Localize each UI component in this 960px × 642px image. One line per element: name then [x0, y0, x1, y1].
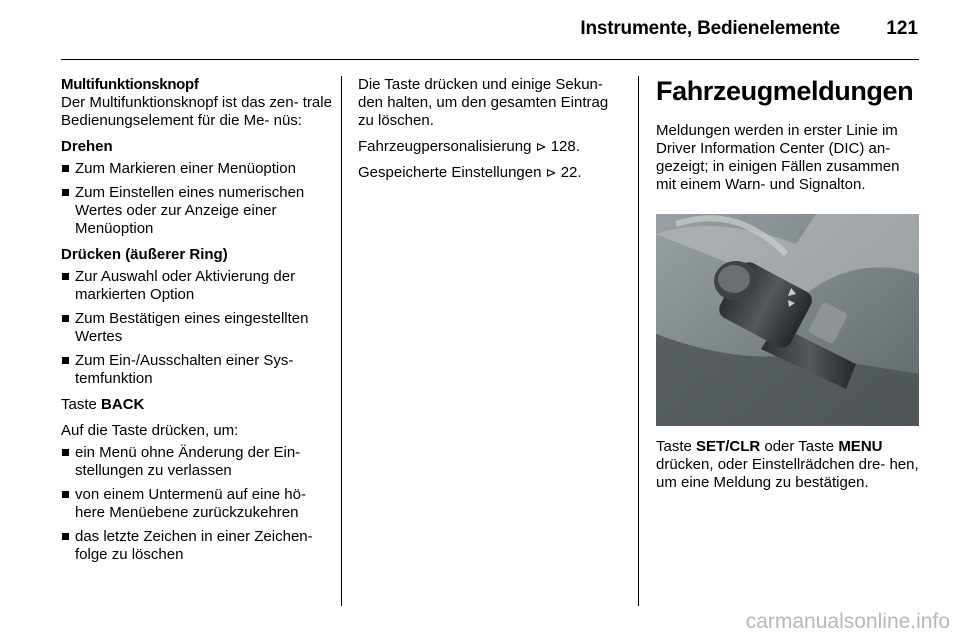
column-divider-left	[341, 76, 342, 606]
cross-reference-personalisierung[interactable]	[358, 138, 622, 156]
column-left	[61, 76, 333, 564]
list-item: Zum Markieren einer Menüoption	[61, 160, 333, 178]
intro-paragraph: Meldungen werden in erster Linie im Driver Information Center (DIC) an- gezeigt; in einigen Fällen zusammen mit einem Warn- und Signalton.	[656, 122, 900, 193]
list-item: das letzte Zeichen in einer Zeichen- folge zu löschen	[61, 528, 333, 564]
cross-reference-einstellungen[interactable]	[358, 164, 622, 182]
bullet-list-drehen	[61, 160, 333, 238]
bullet-list-druecken	[61, 268, 333, 388]
hold-paragraph: Die Taste drücken und einige Sekun- den halten, um den gesamten Eintrag zu löschen.	[358, 76, 609, 129]
set-clr-button-label: SET/CLR	[696, 438, 761, 455]
watermark: carmanualsonline.info	[745, 610, 950, 633]
list-item: Zum Einstellen eines numerischen Wertes oder zur Anzeige einer Menüoption	[61, 184, 333, 238]
subheading-drehen: Drehen	[61, 138, 113, 155]
menu-button-label: MENU	[838, 438, 883, 455]
ref-page: 22.	[560, 164, 582, 181]
list-item: Zum Ein-/Ausschalten einer Sys- temfunktion	[61, 352, 333, 388]
running-header: Instrumente, Bedienelemente	[580, 18, 840, 39]
cross-reference-arrow-icon: ⊳	[535, 139, 547, 154]
list-item: Zum Bestätigen eines eingestellten Wertes	[61, 310, 333, 346]
bullet-list-back	[61, 444, 333, 564]
back-button-label: BACK	[101, 396, 145, 413]
caption-rest: drücken, oder Einstellrädchen dre- hen, um eine Meldung zu bestätigen.	[656, 456, 919, 491]
section-title-multifunktionsknopf: Multifunktionsknopf	[61, 76, 199, 93]
photo-caption	[656, 438, 920, 492]
column-middle	[358, 76, 622, 182]
ref-page: 128.	[550, 138, 580, 155]
page-number: 121	[886, 18, 918, 39]
list-item: Zur Auswahl oder Aktivierung der markierten Option	[61, 268, 333, 304]
header-rule	[61, 59, 919, 60]
back-prefix: Taste	[61, 396, 102, 413]
section-heading-fahrzeugmeldungen: Fahrzeugmeldungen	[656, 76, 914, 106]
back-button-line	[61, 396, 333, 414]
caption-prefix: Taste	[656, 438, 697, 455]
list-item: von einem Untermenü auf eine hö- here Menüebene zurückzukehren	[61, 486, 333, 522]
ref-text: Fahrzeugpersonalisierung	[358, 138, 532, 155]
back-intro: Auf die Taste drücken, um:	[61, 422, 239, 439]
column-right	[656, 76, 920, 492]
column-divider-right	[638, 76, 639, 606]
cross-reference-arrow-icon: ⊳	[545, 165, 557, 180]
ref-text: Gespeicherte Einstellungen	[358, 164, 542, 181]
steering-column-stalk-photo	[656, 214, 919, 426]
caption-middle: oder Taste	[760, 438, 839, 455]
list-item: ein Menü ohne Änderung der Ein- stellungen zu verlassen	[61, 444, 333, 480]
subheading-druecken: Drücken (äußerer Ring)	[61, 246, 228, 263]
intro-paragraph: Der Multifunktionsknopf ist das zen- trale Bedienungselement für die Me- nüs:	[61, 94, 332, 129]
